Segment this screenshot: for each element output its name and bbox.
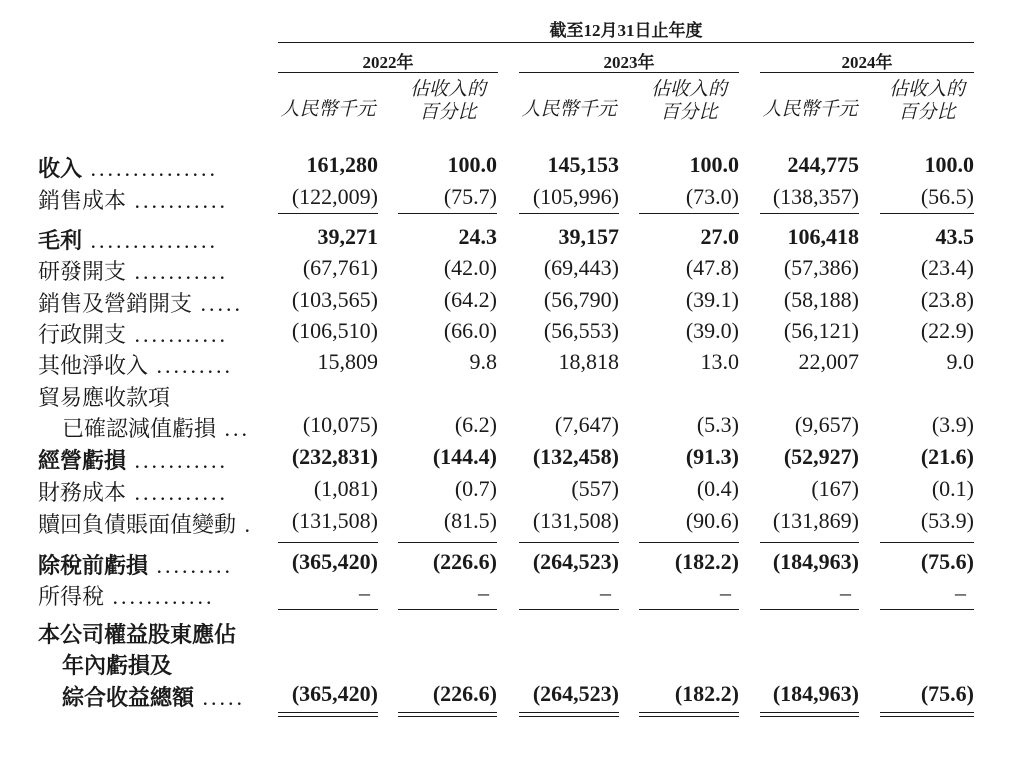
underline bbox=[278, 542, 378, 543]
table-cell: (226.6) bbox=[432, 549, 497, 574]
row-label bbox=[38, 508, 253, 539]
col-rmb-2023: 人民幣千元 bbox=[521, 99, 617, 120]
table-cell: (132,458) bbox=[532, 444, 619, 469]
table-cell: (73.0) bbox=[685, 184, 739, 209]
table-cell: (23.4) bbox=[920, 255, 974, 280]
row-label-text: 毛利 bbox=[38, 229, 83, 254]
leader-dots: ........... bbox=[126, 322, 229, 347]
table-cell: 15,809 bbox=[317, 349, 378, 374]
table-cell: (53.9) bbox=[920, 508, 974, 533]
table-cell: (557) bbox=[571, 476, 619, 501]
row-label bbox=[38, 255, 228, 286]
row-label-text: 貿易應收款項 bbox=[38, 386, 171, 411]
table-cell: – bbox=[600, 580, 611, 605]
year-2023: 2023年 bbox=[603, 53, 655, 72]
table-cell: 100.0 bbox=[689, 152, 739, 177]
underline bbox=[760, 542, 859, 543]
table-cell: (184,963) bbox=[772, 549, 859, 574]
double-underline bbox=[639, 712, 739, 717]
table-cell: – bbox=[720, 580, 731, 605]
table-cell: (0.7) bbox=[454, 476, 497, 501]
row-label-text: 除稅前虧損 bbox=[38, 554, 149, 579]
underline bbox=[760, 609, 859, 610]
table-cell: (21.6) bbox=[920, 444, 974, 469]
table-cell: (39.1) bbox=[685, 287, 739, 312]
underline bbox=[398, 542, 497, 543]
table-cell: 39,271 bbox=[317, 224, 378, 249]
table-cell: 27.0 bbox=[700, 224, 739, 249]
row-label bbox=[62, 681, 245, 712]
row-label-text: 行政開支 bbox=[38, 323, 127, 348]
table-cell: (22.9) bbox=[920, 318, 974, 343]
leader-dots: ......... bbox=[148, 553, 234, 578]
table-cell: – bbox=[955, 580, 966, 605]
table-cell: (10,075) bbox=[302, 412, 378, 437]
year-rule-2023 bbox=[519, 72, 739, 73]
table-cell: (90.6) bbox=[685, 508, 739, 533]
table-cell: (75.7) bbox=[443, 184, 497, 209]
row-label-text: 銷售成本 bbox=[38, 189, 127, 214]
row-label-text: 銷售及營銷開支 bbox=[38, 292, 193, 317]
row-label-text: 經營虧損 bbox=[38, 449, 127, 474]
table-cell: (7,647) bbox=[554, 412, 619, 437]
table-cell: (57,386) bbox=[783, 255, 859, 280]
row-label-text: 本公司權益股東應佔 bbox=[38, 623, 237, 648]
table-cell: 39,157 bbox=[558, 224, 619, 249]
row-label bbox=[38, 381, 170, 412]
underline bbox=[880, 542, 974, 543]
row-label bbox=[62, 649, 172, 680]
table-cell: 13.0 bbox=[700, 349, 739, 374]
year-rule-2024 bbox=[760, 72, 974, 73]
col-pct-2023: 佔收入的 百分比 bbox=[650, 79, 727, 123]
leader-dots: ............ bbox=[104, 584, 215, 609]
table-cell: 9.8 bbox=[469, 349, 497, 374]
leader-dots: ........... bbox=[126, 259, 229, 284]
row-label-text: 年內虧損及 bbox=[62, 654, 173, 679]
table-cell: (6.2) bbox=[454, 412, 497, 437]
table-cell: (42.0) bbox=[443, 255, 497, 280]
table-cell: (138,357) bbox=[772, 184, 859, 209]
table-cell: (56,790) bbox=[543, 287, 619, 312]
underline bbox=[880, 213, 974, 214]
table-cell: (131,508) bbox=[532, 508, 619, 533]
table-cell: 9.0 bbox=[946, 349, 974, 374]
table-cell: (182.2) bbox=[674, 681, 739, 706]
col-rmb-2024: 人民幣千元 bbox=[762, 99, 858, 120]
table-cell: (122,009) bbox=[291, 184, 378, 209]
table-cell: (47.8) bbox=[685, 255, 739, 280]
row-label bbox=[38, 152, 218, 183]
table-cell: 100.0 bbox=[447, 152, 497, 177]
row-label bbox=[38, 580, 215, 611]
leader-dots: ............... bbox=[82, 228, 219, 253]
row-label bbox=[38, 476, 228, 507]
table-cell: 43.5 bbox=[935, 224, 974, 249]
table-cell: (365,420) bbox=[291, 681, 378, 706]
row-label bbox=[38, 549, 233, 580]
double-underline bbox=[278, 712, 378, 717]
table-cell: 18,818 bbox=[558, 349, 619, 374]
table-cell: (103,565) bbox=[291, 287, 378, 312]
underline bbox=[398, 213, 497, 214]
row-label bbox=[38, 224, 218, 255]
table-cell: (91.3) bbox=[685, 444, 739, 469]
table-cell: (23.8) bbox=[920, 287, 974, 312]
row-label bbox=[38, 349, 233, 380]
table-cell: (5.3) bbox=[696, 412, 739, 437]
table-cell: (365,420) bbox=[291, 549, 378, 574]
row-label-text: 贖回負債賬面值變動 bbox=[38, 513, 237, 538]
table-cell: 22,007 bbox=[798, 349, 859, 374]
col-rmb-2022: 人民幣千元 bbox=[280, 99, 376, 120]
underline bbox=[519, 542, 619, 543]
table-cell: (56.5) bbox=[920, 184, 974, 209]
table-cell: (0.1) bbox=[931, 476, 974, 501]
table-cell: 24.3 bbox=[458, 224, 497, 249]
leader-dots: ........... bbox=[126, 448, 229, 473]
table-cell: (64.2) bbox=[443, 287, 497, 312]
leader-dots: ........... bbox=[126, 188, 229, 213]
underline bbox=[278, 213, 378, 214]
year-rule-2022 bbox=[278, 72, 498, 73]
table-cell: (52,927) bbox=[783, 444, 859, 469]
table-cell: (3.9) bbox=[931, 412, 974, 437]
row-label bbox=[38, 184, 228, 215]
table-cell: (184,963) bbox=[772, 681, 859, 706]
col-pct-2022: 佔收入的 百分比 bbox=[409, 79, 486, 123]
table-cell: – bbox=[840, 580, 851, 605]
table-cell: (39.0) bbox=[685, 318, 739, 343]
underline bbox=[880, 609, 974, 610]
row-label-text: 其他淨收入 bbox=[38, 354, 149, 379]
table-cell: (226.6) bbox=[432, 681, 497, 706]
row-label-text: 所得稅 bbox=[38, 585, 105, 610]
table-cell: – bbox=[478, 580, 489, 605]
leader-dots: ... bbox=[216, 416, 251, 441]
table-cell: (131,508) bbox=[291, 508, 378, 533]
table-cell: (105,996) bbox=[532, 184, 619, 209]
table-cell: 161,280 bbox=[306, 152, 378, 177]
table-cell: – bbox=[359, 580, 370, 605]
row-label-text: 綜合收益總額 bbox=[62, 686, 195, 711]
leader-dots: ......... bbox=[148, 353, 234, 378]
table-cell: 106,418 bbox=[787, 224, 859, 249]
row-label bbox=[38, 444, 228, 475]
table-cell: (58,188) bbox=[783, 287, 859, 312]
table-cell: (66.0) bbox=[443, 318, 497, 343]
table-cell: (75.6) bbox=[920, 549, 974, 574]
table-cell: (69,443) bbox=[543, 255, 619, 280]
row-label-text: 已確認減值虧損 bbox=[62, 417, 217, 442]
row-label-text: 收入 bbox=[38, 157, 83, 182]
underline bbox=[519, 213, 619, 214]
col-pct-2024: 佔收入的 百分比 bbox=[888, 79, 965, 123]
underline bbox=[639, 609, 739, 610]
year-2024: 2024年 bbox=[841, 53, 893, 72]
table-cell: 145,153 bbox=[547, 152, 619, 177]
header-rule bbox=[278, 42, 974, 43]
double-underline bbox=[519, 712, 619, 717]
row-label-text: 研發開支 bbox=[38, 260, 127, 285]
table-cell: (131,869) bbox=[772, 508, 859, 533]
double-underline bbox=[398, 712, 497, 717]
underline bbox=[639, 213, 739, 214]
leader-dots: ..... bbox=[192, 291, 244, 316]
row-label bbox=[38, 287, 243, 318]
table-cell: 244,775 bbox=[787, 152, 859, 177]
table-cell: (67,761) bbox=[302, 255, 378, 280]
row-label bbox=[38, 618, 236, 649]
underline bbox=[278, 609, 378, 610]
table-cell: (81.5) bbox=[443, 508, 497, 533]
table-cell: (232,831) bbox=[291, 444, 378, 469]
table-cell: (56,121) bbox=[783, 318, 859, 343]
table-cell: (167) bbox=[811, 476, 859, 501]
table-cell: (144.4) bbox=[432, 444, 497, 469]
leader-dots: ........... bbox=[126, 480, 229, 505]
table-cell: (9,657) bbox=[794, 412, 859, 437]
table-cell: (0.4) bbox=[696, 476, 739, 501]
row-label bbox=[38, 318, 228, 349]
underline bbox=[398, 609, 497, 610]
table-cell: (106,510) bbox=[291, 318, 378, 343]
table-cell: (182.2) bbox=[674, 549, 739, 574]
leader-dots: ............... bbox=[82, 156, 219, 181]
table-cell: (75.6) bbox=[920, 681, 974, 706]
leader-dots: . bbox=[236, 512, 254, 537]
year-2022: 2022年 bbox=[362, 53, 414, 72]
underline bbox=[639, 542, 739, 543]
leader-dots: ..... bbox=[194, 685, 246, 710]
double-underline bbox=[880, 712, 974, 717]
underline bbox=[760, 213, 859, 214]
double-underline bbox=[760, 712, 859, 717]
underline bbox=[519, 609, 619, 610]
table-cell: (264,523) bbox=[532, 549, 619, 574]
table-cell: (264,523) bbox=[532, 681, 619, 706]
table-cell: 100.0 bbox=[924, 152, 974, 177]
table-cell: (1,081) bbox=[313, 476, 378, 501]
row-label bbox=[62, 412, 250, 443]
row-label-text: 財務成本 bbox=[38, 481, 127, 506]
period-header: 截至12月31日止年度 bbox=[549, 21, 703, 40]
table-cell: (56,553) bbox=[543, 318, 619, 343]
